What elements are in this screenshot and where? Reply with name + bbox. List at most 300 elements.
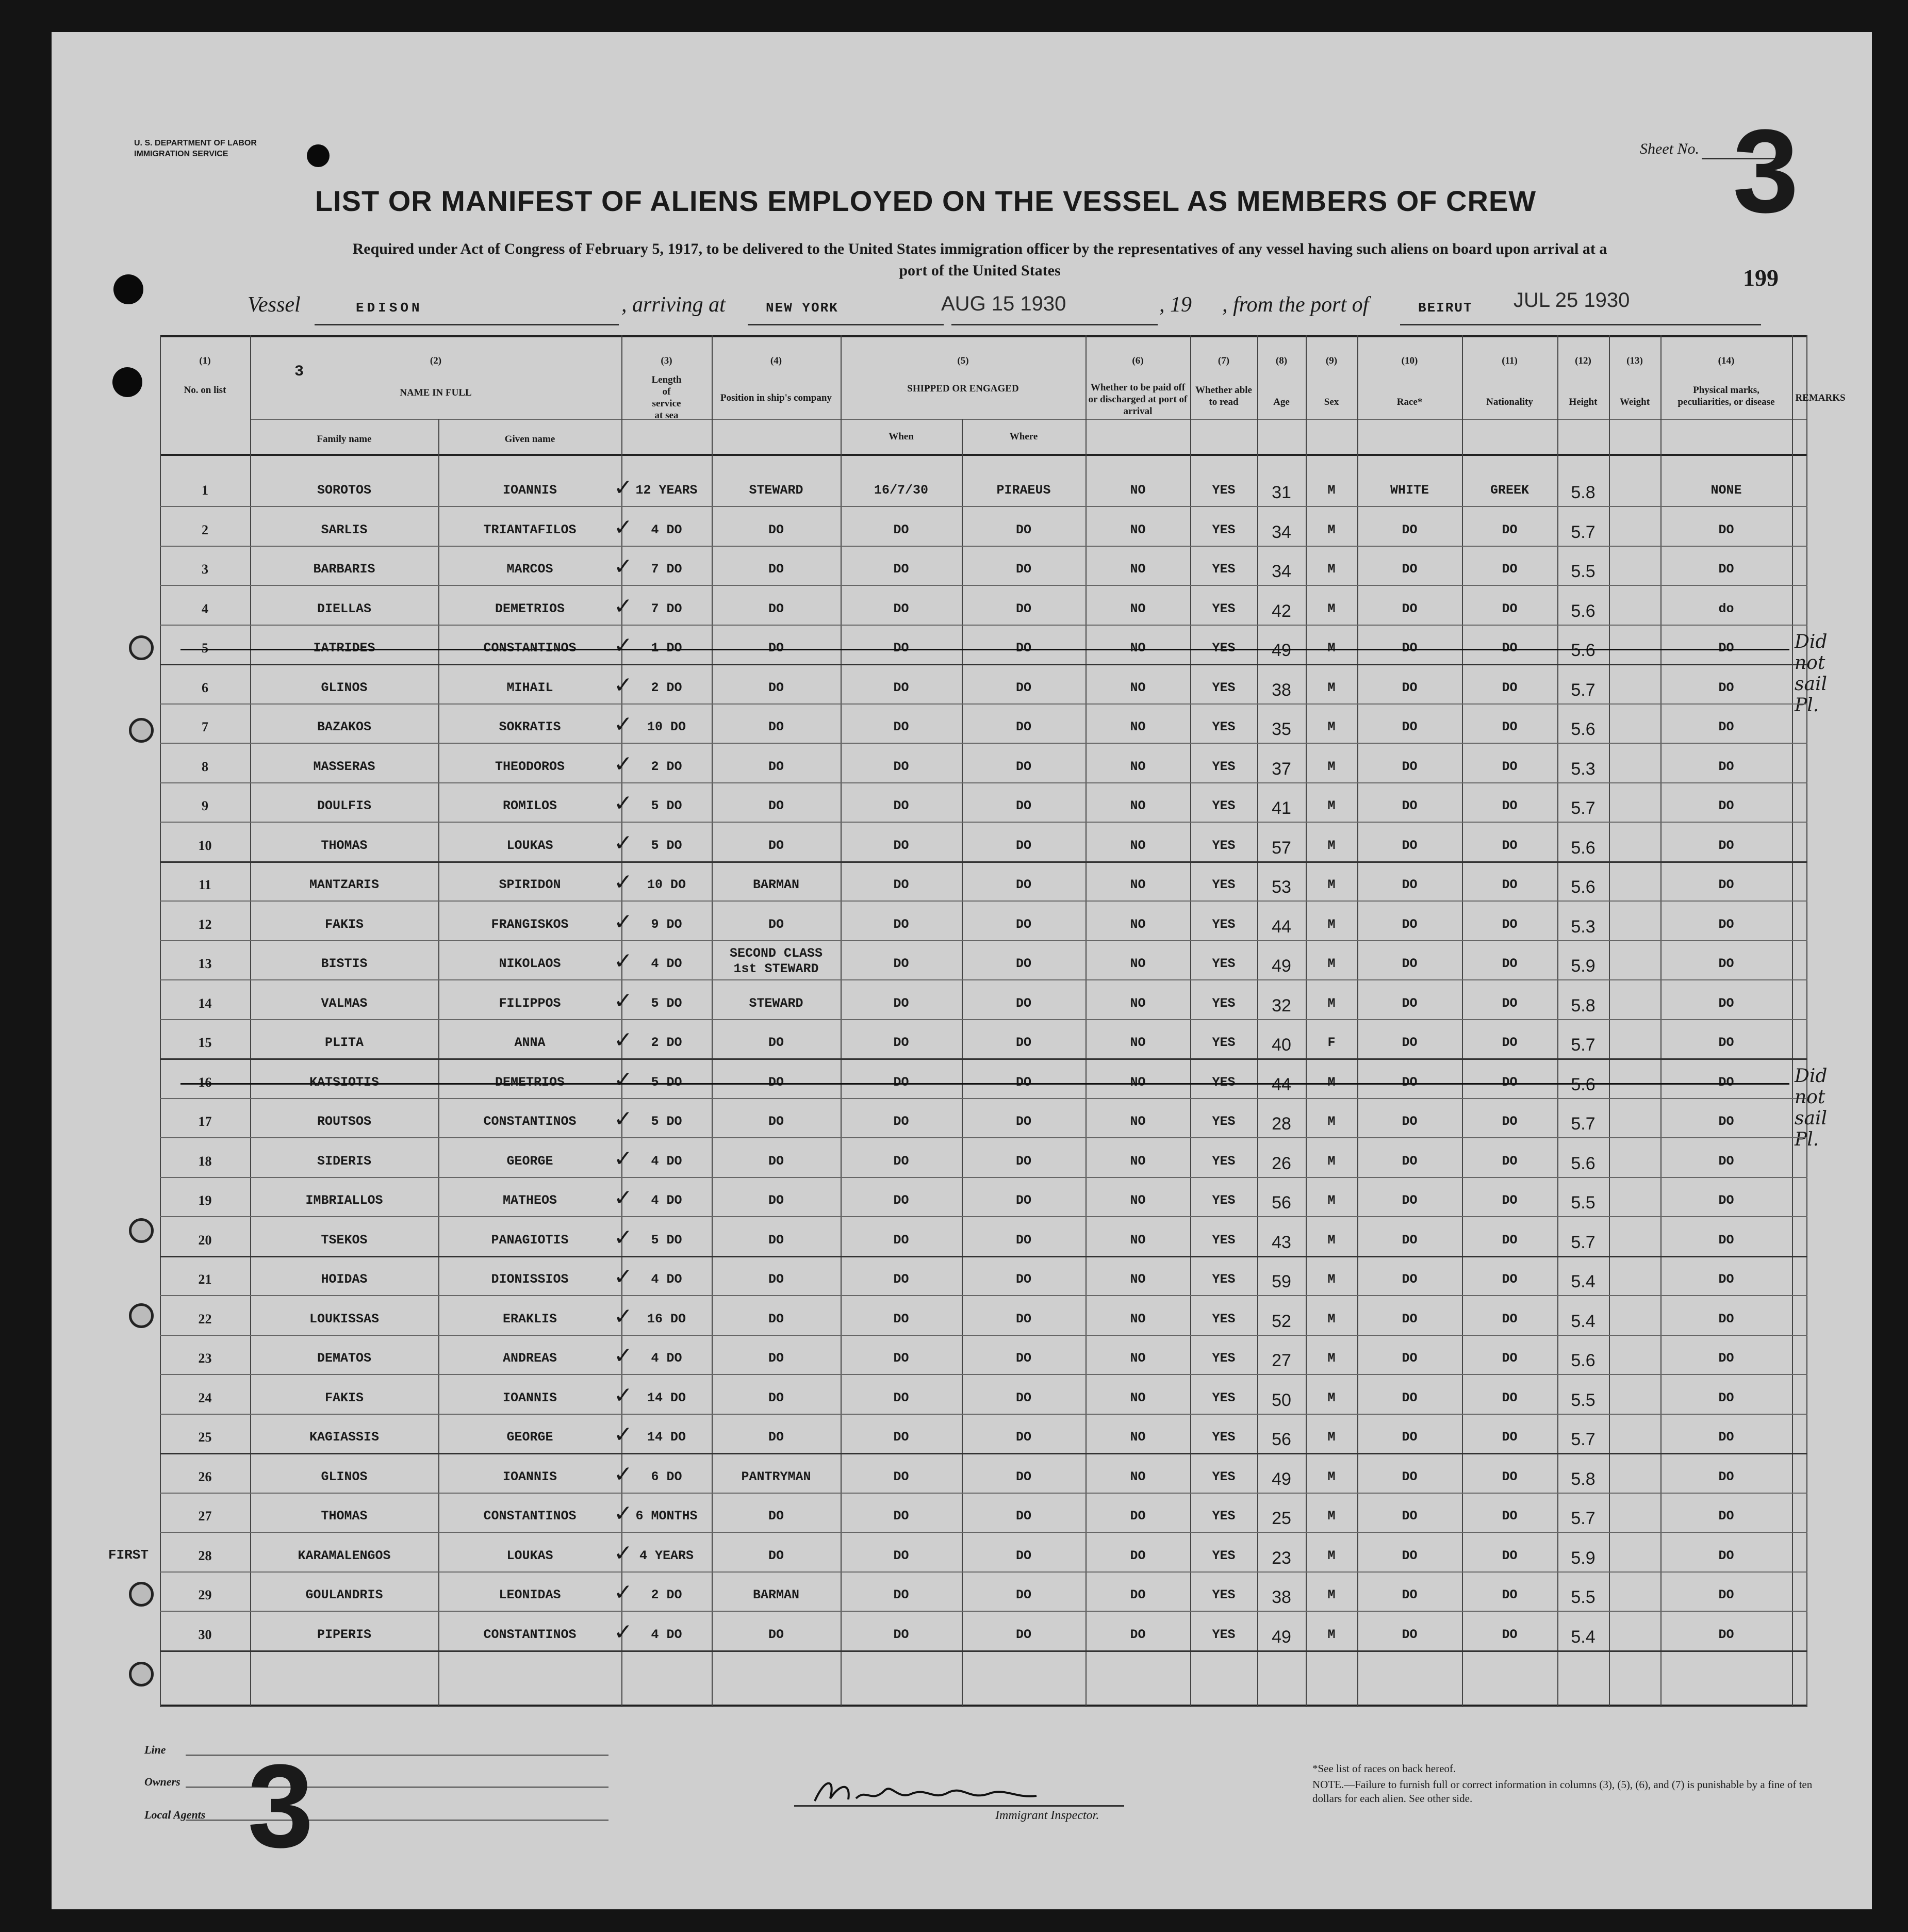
- check-mark-icon: ✓: [614, 711, 633, 738]
- shipped-where: DO: [1015, 719, 1031, 734]
- paid-off: NO: [1130, 483, 1146, 498]
- col2-header: NAME IN FULL: [400, 387, 472, 398]
- subtitle-line-2: port of the United States: [899, 262, 1061, 279]
- able-to-read: YES: [1212, 1272, 1236, 1287]
- age: 26: [1272, 1153, 1291, 1173]
- row-number: 28: [198, 1548, 212, 1563]
- service-length: 5 DO: [651, 798, 682, 813]
- departure-date-stamp: JUL 25 1930: [1514, 289, 1630, 312]
- height: 5.7: [1571, 522, 1596, 542]
- column-rule: [1660, 335, 1662, 1707]
- position: DO: [768, 1114, 784, 1129]
- row-number: 17: [198, 1114, 212, 1129]
- row-number: 25: [198, 1430, 212, 1445]
- check-mark-icon: ✓: [614, 987, 633, 1014]
- sex: M: [1327, 759, 1336, 774]
- check-mark-icon: ✓: [614, 750, 633, 777]
- service-length: 14 DO: [647, 1430, 686, 1445]
- shipped-when: DO: [893, 1509, 909, 1524]
- physical-marks: do: [1718, 601, 1734, 616]
- service-length: 14 DO: [647, 1390, 686, 1405]
- age: 34: [1272, 522, 1291, 542]
- service-length: 4 DO: [651, 1153, 682, 1169]
- family-name: PIPERIS: [317, 1627, 372, 1642]
- paid-off: NO: [1130, 956, 1146, 971]
- position: DO: [768, 719, 784, 734]
- shipped-when: DO: [893, 1351, 909, 1366]
- given-name: ANNA: [514, 1035, 546, 1050]
- able-to-read: YES: [1212, 956, 1236, 971]
- service-length: 4 DO: [651, 956, 682, 971]
- paid-off: NO: [1130, 1114, 1146, 1129]
- sex: M: [1327, 1390, 1336, 1405]
- race: DO: [1402, 1587, 1418, 1602]
- paid-off: NO: [1130, 522, 1146, 537]
- family-name: GLINOS: [321, 680, 368, 695]
- able-to-read: YES: [1212, 1074, 1236, 1090]
- shipped-where: DO: [1015, 641, 1031, 656]
- physical-marks: DO: [1718, 1193, 1734, 1208]
- height: 5.9: [1571, 1548, 1596, 1568]
- inspector-label: Immigrant Inspector.: [995, 1809, 1099, 1822]
- paid-off: NO: [1130, 1153, 1146, 1169]
- physical-marks: DO: [1718, 1548, 1734, 1563]
- race: DO: [1402, 838, 1418, 853]
- physical-marks: DO: [1718, 838, 1734, 853]
- position: DO: [768, 838, 784, 853]
- race: DO: [1402, 916, 1418, 932]
- row-rule: [160, 940, 1807, 941]
- physical-marks: DO: [1718, 522, 1734, 537]
- row-number: 30: [198, 1627, 212, 1642]
- able-to-read: YES: [1212, 1390, 1236, 1405]
- shipped-where: DO: [1015, 1430, 1031, 1445]
- race-note: *See list of races on back hereof.: [1312, 1762, 1456, 1775]
- sex: M: [1327, 1509, 1336, 1524]
- big-sheet-number: 3: [248, 1740, 314, 1872]
- row-rule: [160, 1058, 1807, 1060]
- sex: M: [1327, 1469, 1336, 1484]
- shipped-where: DO: [1015, 1627, 1031, 1642]
- col9-number: (9): [1325, 355, 1338, 366]
- sex: M: [1327, 680, 1336, 695]
- binder-hole: [307, 144, 330, 167]
- nationality: DO: [1502, 1035, 1518, 1050]
- punch-ring: [129, 1582, 154, 1607]
- shipped-where: DO: [1015, 680, 1031, 695]
- sex: M: [1327, 1074, 1336, 1090]
- height: 5.6: [1571, 1153, 1596, 1173]
- sex: M: [1327, 1351, 1336, 1366]
- shipped-where: DO: [1015, 1311, 1031, 1327]
- race: DO: [1402, 1035, 1418, 1050]
- row-number: 13: [198, 956, 212, 971]
- family-name: DIELLAS: [317, 601, 372, 616]
- vessel-name: EDISON: [356, 300, 423, 316]
- position: PANTRYMAN: [741, 1469, 811, 1484]
- check-mark-icon: ✓: [614, 1540, 633, 1566]
- height: 5.4: [1571, 1627, 1596, 1647]
- row-rule: [160, 585, 1807, 586]
- family-name: DOULFIS: [317, 798, 372, 813]
- shipped-where: DO: [1015, 1114, 1031, 1129]
- physical-marks: DO: [1718, 1627, 1734, 1642]
- family-name: PLITA: [324, 1035, 364, 1050]
- check-mark-icon: ✓: [614, 908, 633, 935]
- shipped-where: DO: [1015, 1509, 1031, 1524]
- row-number: 15: [198, 1035, 212, 1050]
- nationality: DO: [1502, 1469, 1518, 1484]
- shipped-where: DO: [1015, 759, 1031, 774]
- paid-off: NO: [1130, 1469, 1146, 1484]
- shipped-where: DO: [1015, 1153, 1031, 1169]
- race: DO: [1402, 1232, 1418, 1248]
- height: 5.7: [1571, 1114, 1596, 1134]
- owners-label: Owners: [144, 1775, 180, 1788]
- family-name: KARAMALENGOS: [298, 1548, 391, 1563]
- shipped-when: DO: [893, 601, 909, 616]
- punch-ring: [129, 718, 154, 743]
- sex: M: [1327, 916, 1336, 932]
- shipped-when: DO: [893, 1311, 909, 1327]
- able-to-read: YES: [1212, 562, 1236, 577]
- row-rule: [160, 546, 1807, 547]
- race: DO: [1402, 1390, 1418, 1405]
- nationality: GREEK: [1490, 483, 1529, 498]
- service-length: 4 DO: [651, 522, 682, 537]
- able-to-read: YES: [1212, 877, 1236, 892]
- row-rule: [160, 1335, 1807, 1336]
- physical-marks: DO: [1718, 562, 1734, 577]
- col1-header: No. on list: [184, 385, 226, 396]
- sex: M: [1327, 1114, 1336, 1129]
- shipped-when: DO: [893, 1548, 909, 1563]
- check-mark-icon: ✓: [614, 514, 633, 541]
- row-rule: [160, 1216, 1807, 1217]
- line-label: Line: [144, 1743, 166, 1756]
- physical-marks: DO: [1718, 1035, 1734, 1050]
- punch-ring: [129, 1662, 154, 1687]
- height: 5.6: [1571, 1351, 1596, 1370]
- shipped-when: DO: [893, 1587, 909, 1602]
- col5-number: (5): [957, 355, 969, 366]
- age: 53: [1272, 877, 1291, 897]
- row-rule: [160, 625, 1807, 626]
- family-name: FAKIS: [324, 916, 364, 932]
- race: DO: [1402, 1114, 1418, 1129]
- height: 5.7: [1571, 1232, 1596, 1252]
- column-rule: [1085, 335, 1087, 1707]
- shipped-where: DO: [1015, 877, 1031, 892]
- position: DO: [768, 1272, 784, 1287]
- sheet-number-label: Sheet No.: [1640, 140, 1699, 157]
- race: DO: [1402, 1272, 1418, 1287]
- paid-off: NO: [1130, 641, 1146, 656]
- given-name: DIONISSIOS: [491, 1272, 569, 1287]
- race: DO: [1402, 956, 1418, 971]
- row-rule: [160, 1414, 1807, 1415]
- age: 40: [1272, 1035, 1291, 1055]
- service-length: 9 DO: [651, 916, 682, 932]
- nationality: DO: [1502, 1153, 1518, 1169]
- family-name: BAZAKOS: [317, 719, 372, 734]
- position: DO: [768, 641, 784, 656]
- able-to-read: YES: [1212, 759, 1236, 774]
- family-name: THOMAS: [321, 1509, 368, 1524]
- race: DO: [1402, 1153, 1418, 1169]
- able-to-read: YES: [1212, 1311, 1236, 1327]
- able-to-read: YES: [1212, 1351, 1236, 1366]
- nationality: DO: [1502, 641, 1518, 656]
- sex: M: [1327, 956, 1336, 971]
- check-mark-icon: ✓: [614, 1303, 633, 1330]
- shipped-when: DO: [893, 956, 909, 971]
- race: WHITE: [1390, 483, 1429, 498]
- position: DO: [768, 1509, 784, 1524]
- given-name: LOUKAS: [506, 1548, 553, 1563]
- column-rule: [250, 335, 251, 1707]
- col12-header: Height: [1569, 397, 1598, 407]
- physical-marks: DO: [1718, 1114, 1734, 1129]
- able-to-read: YES: [1212, 916, 1236, 932]
- nationality: DO: [1502, 1074, 1518, 1090]
- row-rule: [160, 1493, 1807, 1494]
- row-rule: [160, 900, 1807, 902]
- shipped-when: DO: [893, 719, 909, 734]
- check-mark-icon: ✓: [614, 1264, 633, 1290]
- physical-marks: DO: [1718, 719, 1734, 734]
- age: 37: [1272, 759, 1291, 779]
- binder-hole: [112, 367, 142, 397]
- given-name: LEONIDAS: [499, 1587, 561, 1602]
- paid-off: DO: [1130, 1509, 1146, 1524]
- race: DO: [1402, 1311, 1418, 1327]
- family-name: TSEKOS: [321, 1232, 368, 1248]
- position: DO: [768, 916, 784, 932]
- row-number: 5: [202, 641, 208, 656]
- paid-off: NO: [1130, 719, 1146, 734]
- sex: F: [1327, 1035, 1336, 1050]
- given-name: IOANNIS: [502, 1390, 557, 1405]
- age: 56: [1272, 1193, 1291, 1213]
- service-length: 5 DO: [651, 1114, 682, 1129]
- physical-marks: DO: [1718, 641, 1734, 656]
- shipped-when: DO: [893, 995, 909, 1011]
- race: DO: [1402, 798, 1418, 813]
- col9-header: Sex: [1324, 397, 1339, 407]
- nationality: DO: [1502, 1509, 1518, 1524]
- able-to-read: YES: [1212, 1587, 1236, 1602]
- age: 59: [1272, 1272, 1291, 1291]
- race: DO: [1402, 1193, 1418, 1208]
- height: 5.7: [1571, 798, 1596, 818]
- family-name: IMBRIALLOS: [305, 1193, 383, 1208]
- sex: M: [1327, 1153, 1336, 1169]
- column-rule: [1792, 335, 1793, 1707]
- height: 5.7: [1571, 680, 1596, 700]
- position: BARMAN: [752, 877, 799, 892]
- race: DO: [1402, 1351, 1418, 1366]
- row-rule: [160, 861, 1807, 863]
- col3-header: Length of service at sea: [651, 374, 682, 421]
- height: 5.8: [1571, 1469, 1596, 1489]
- service-length: 16 DO: [647, 1311, 686, 1327]
- race: DO: [1402, 1074, 1418, 1090]
- nationality: DO: [1502, 680, 1518, 695]
- sex: M: [1327, 838, 1336, 853]
- col6-header: Whether to be paid off or discharged at port of arrival: [1088, 382, 1188, 417]
- given-name: ANDREAS: [502, 1351, 557, 1366]
- document-subtitle: [113, 238, 1846, 282]
- row-number: 9: [202, 798, 208, 813]
- check-mark-icon: ✓: [614, 1618, 633, 1645]
- service-length: 5 DO: [651, 1074, 682, 1090]
- position: DO: [768, 1153, 784, 1169]
- age: 38: [1272, 1587, 1291, 1607]
- physical-marks: DO: [1718, 759, 1734, 774]
- remarks-header: REMARKS: [1795, 392, 1846, 403]
- column-rule: [841, 335, 842, 1707]
- row-number: 7: [202, 719, 208, 734]
- able-to-read: YES: [1212, 1627, 1236, 1642]
- vessel-label: Vessel: [248, 293, 301, 317]
- able-to-read: YES: [1212, 1430, 1236, 1445]
- position: DO: [768, 562, 784, 577]
- row-number: 3: [202, 562, 208, 577]
- paid-off: NO: [1130, 1074, 1146, 1090]
- shipped-when: DO: [893, 1430, 909, 1445]
- sex: M: [1327, 1232, 1336, 1248]
- row-rule: [160, 703, 1807, 705]
- paid-off: NO: [1130, 680, 1146, 695]
- shipped-where: PIRAEUS: [996, 483, 1051, 498]
- service-length: 4 DO: [651, 1627, 682, 1642]
- sex: M: [1327, 483, 1336, 498]
- age: 49: [1272, 1627, 1291, 1647]
- row-number: 10: [198, 838, 212, 853]
- check-mark-icon: ✓: [614, 1342, 633, 1369]
- family-name: SOROTOS: [317, 483, 372, 498]
- age: 34: [1272, 562, 1291, 581]
- shipped-when: DO: [893, 1153, 909, 1169]
- paid-off: DO: [1130, 1627, 1146, 1642]
- service-length: 5 DO: [651, 838, 682, 853]
- shipped-where: DO: [1015, 522, 1031, 537]
- check-mark-icon: ✓: [614, 632, 633, 659]
- paid-off: NO: [1130, 1390, 1146, 1405]
- position: DO: [768, 680, 784, 695]
- physical-marks: DO: [1718, 916, 1734, 932]
- given-name: THEODOROS: [495, 759, 565, 774]
- row-number: 21: [198, 1272, 212, 1287]
- physical-marks: DO: [1718, 1351, 1734, 1366]
- nationality: DO: [1502, 1311, 1518, 1327]
- position: DO: [768, 1548, 784, 1563]
- shipped-when: DO: [893, 916, 909, 932]
- given-name: MIHAIL: [506, 680, 553, 695]
- row-number: 8: [202, 759, 208, 774]
- row-rule: [160, 1019, 1807, 1020]
- table-top-rule: [160, 335, 1807, 337]
- race: DO: [1402, 1430, 1418, 1445]
- subtitle-line-1: Required under Act of Congress of February 5, 1917, to be delivered to the United States immigration officer by the representatives of any vessel having such aliens on board upon arrival at a: [352, 240, 1607, 257]
- sex: M: [1327, 1587, 1336, 1602]
- height: 5.8: [1571, 483, 1596, 502]
- row-rule: [160, 1453, 1807, 1454]
- sex: M: [1327, 719, 1336, 734]
- position: BARMAN: [752, 1587, 799, 1602]
- col11-number: (11): [1502, 355, 1518, 366]
- service-length: 6 DO: [651, 1469, 682, 1484]
- able-to-read: YES: [1212, 1193, 1236, 1208]
- strike-through-line: [180, 649, 1789, 650]
- paid-off: NO: [1130, 1351, 1146, 1366]
- physical-marks: DO: [1718, 1430, 1734, 1445]
- able-to-read: YES: [1212, 483, 1236, 498]
- row-rule: [160, 1295, 1807, 1296]
- given-name: IOANNIS: [502, 483, 557, 498]
- paid-off: NO: [1130, 1311, 1146, 1327]
- column-rule: [1609, 335, 1610, 1707]
- race: DO: [1402, 641, 1418, 656]
- shipped-when: 16/7/30: [874, 483, 929, 498]
- height: 5.5: [1571, 1193, 1596, 1213]
- nationality: DO: [1502, 759, 1518, 774]
- race: DO: [1402, 995, 1418, 1011]
- position: STEWARD: [749, 995, 803, 1011]
- check-mark-icon: ✓: [614, 1224, 633, 1251]
- position: DO: [768, 601, 784, 616]
- height: 5.4: [1571, 1272, 1596, 1291]
- check-mark-icon: ✓: [614, 593, 633, 619]
- family-name: KATSIOTIS: [309, 1074, 380, 1090]
- check-mark-icon: ✓: [614, 672, 633, 698]
- col14-number: (14): [1718, 355, 1735, 366]
- physical-marks: DO: [1718, 1587, 1734, 1602]
- physical-marks: DO: [1718, 1390, 1734, 1405]
- height: 5.6: [1571, 601, 1596, 621]
- row-number: 16: [198, 1074, 212, 1090]
- paid-off: NO: [1130, 1193, 1146, 1208]
- family-name: GLINOS: [321, 1469, 368, 1484]
- shipped-where: DO: [1015, 601, 1031, 616]
- able-to-read: YES: [1212, 1469, 1236, 1484]
- age: 50: [1272, 1390, 1291, 1410]
- service-length: 5 DO: [651, 995, 682, 1011]
- nationality: DO: [1502, 601, 1518, 616]
- physical-marks: NONE: [1710, 483, 1742, 498]
- shipped-when: DO: [893, 1232, 909, 1248]
- row-number: 6: [202, 680, 208, 695]
- given-name: SOKRATIS: [499, 719, 561, 734]
- arrival-date-stamp: AUG 15 1930: [941, 292, 1066, 315]
- age: 52: [1272, 1311, 1291, 1331]
- check-mark-icon: ✓: [614, 553, 633, 580]
- given-name: FRANGISKOS: [491, 916, 569, 932]
- physical-marks: DO: [1718, 1311, 1734, 1327]
- row-number: 14: [198, 995, 212, 1011]
- age: 41: [1272, 798, 1291, 818]
- from-port-line: [1400, 324, 1761, 325]
- nationality: DO: [1502, 1548, 1518, 1563]
- height: 5.5: [1571, 1587, 1596, 1607]
- row-number: 18: [198, 1153, 212, 1169]
- position: DO: [768, 1232, 784, 1248]
- punch-ring: [129, 1218, 154, 1243]
- service-length: 4 DO: [651, 1272, 682, 1287]
- race: DO: [1402, 1509, 1418, 1524]
- position: DO: [768, 522, 784, 537]
